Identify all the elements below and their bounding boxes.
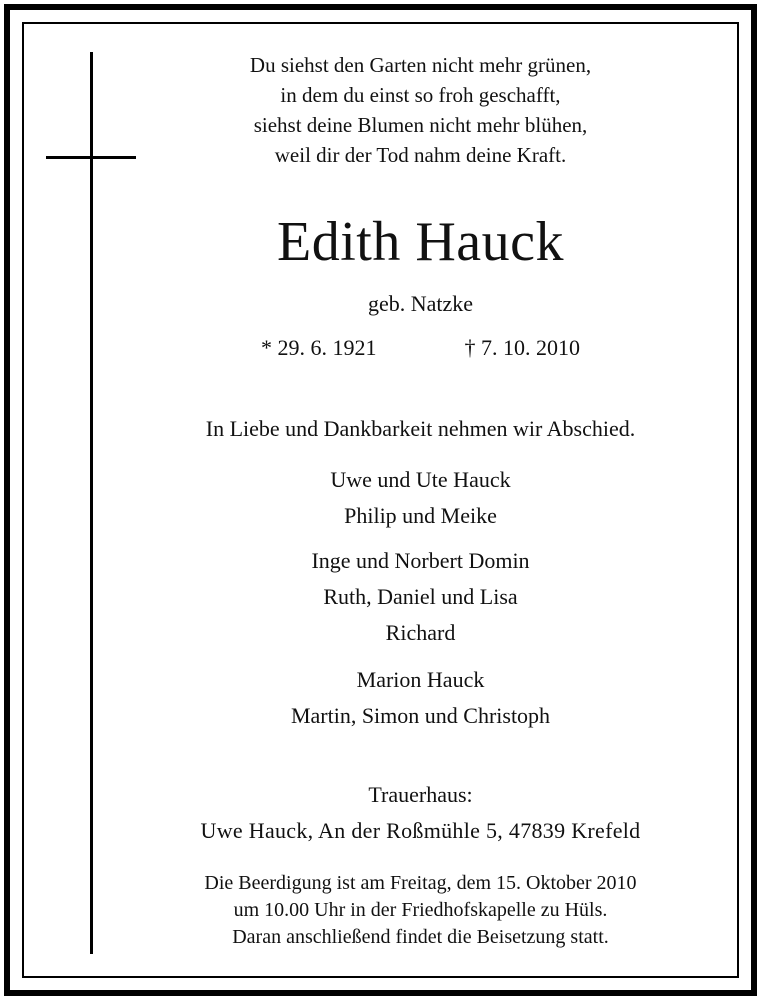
maiden-name: geb. Natzke (367, 291, 474, 316)
funeral-line: Daran anschließend findet die Beisetzung statt. (232, 926, 609, 948)
funeral-notice (80, 870, 761, 951)
family-line: Marion Hauck (356, 667, 485, 692)
family-group (80, 662, 761, 734)
poem-line: siehst deine Blumen nicht mehr blühen, (253, 113, 588, 137)
birth-date: * 29. 6. 1921 (261, 335, 377, 360)
family-group (80, 543, 761, 651)
funeral-line: um 10.00 Uhr in der Friedhofskapelle zu Hüls. (233, 899, 608, 921)
family-group (80, 462, 761, 534)
death-date: † 7. 10. 2010 (464, 335, 580, 360)
family-line: Ruth, Daniel und Lisa (323, 584, 518, 609)
family-line: Uwe und Ute Hauck (330, 467, 511, 492)
family-line: Philip und Meike (344, 503, 497, 528)
farewell-text: In Liebe und Dankbarkeit nehmen wir Abschied. (205, 416, 636, 441)
poem-line: Du siehst den Garten nicht mehr grünen, (249, 53, 592, 77)
poem (80, 50, 761, 170)
family-line: Inge und Norbert Domin (311, 548, 530, 573)
deceased-name: Edith Hauck (277, 211, 564, 273)
family-line: Martin, Simon und Christoph (290, 703, 551, 728)
poem-line: weil dir der Tod nahm deine Kraft. (274, 143, 567, 167)
family-line: Richard (385, 620, 456, 645)
life-dates (80, 333, 761, 363)
funeral-line: Die Beerdigung ist am Freitag, dem 15. Oktober 2010 (204, 872, 637, 894)
poem-line: in dem du einst so froh geschafft, (280, 83, 561, 107)
mourning-house-address: Uwe Hauck, An der Roßmühle 5, 47839 Krefeld (200, 818, 641, 843)
mourning-house-label: Trauerhaus: (368, 782, 473, 807)
